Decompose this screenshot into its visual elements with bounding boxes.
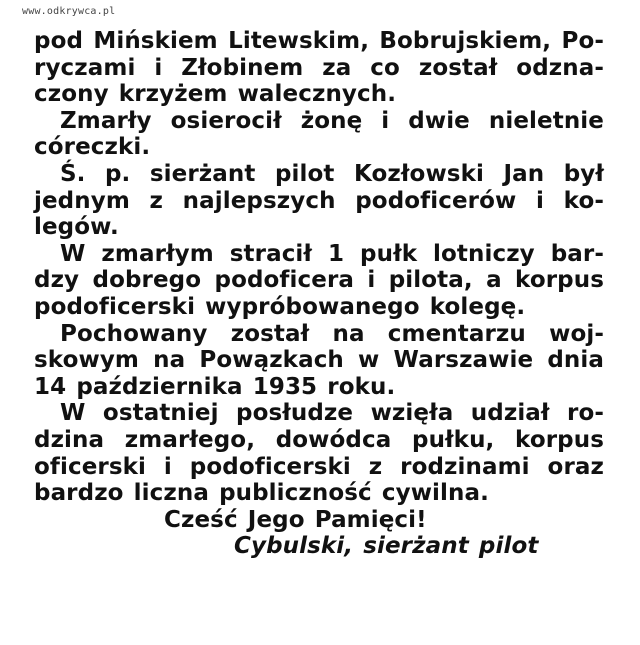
watermark-text: www.odkrywca.pl — [22, 6, 116, 17]
text-line: Zmarły osierocił żonę i dwie nieletnie — [60, 107, 604, 134]
text-line: W zmarłym stracił 1 pułk lotniczy bar- — [60, 240, 604, 267]
text-line: 14 października 1935 roku. — [34, 373, 396, 400]
text-line: skowym na Powązkach w Warszawie dnia — [34, 347, 604, 374]
text-line: czony krzyżem walecznych. — [34, 81, 397, 108]
text-line: Ś. p. sierżant pilot Kozłowski Jan był — [60, 160, 604, 187]
text-line: córeczki. — [34, 134, 151, 161]
text-line: W ostatniej posłudze wzięła udział ro- — [60, 400, 604, 427]
text-line: pod Mińskiem Litewskim, Bobrujskiem, Po- — [34, 28, 604, 54]
text-line: jednym z najlepszych podoficerów i ko- — [34, 187, 604, 214]
text-line: dzy dobrego podoficera i pilota, a korpus — [34, 267, 604, 294]
text-line: podoficerski wypróbowanego kolegę. — [34, 293, 526, 320]
text-line: ryczami i Złobinem za co został odzna- — [34, 54, 604, 81]
signature-line: Cybulski, sierżant pilot — [234, 533, 539, 560]
text-line: bardzo liczna publiczność cywilna. — [34, 480, 489, 507]
obituary-article — [34, 28, 604, 560]
text-line: oficerski i podoficerski z rodzinami oraz — [34, 453, 604, 480]
text-line: Pochowany został na cmentarzu woj- — [60, 320, 604, 347]
text-line: legów. — [34, 214, 119, 241]
text-line: dzina zmarłego, dowódca pułku, korpus — [34, 426, 604, 453]
closing-line: Cześć Jego Pamięci! — [164, 506, 427, 533]
